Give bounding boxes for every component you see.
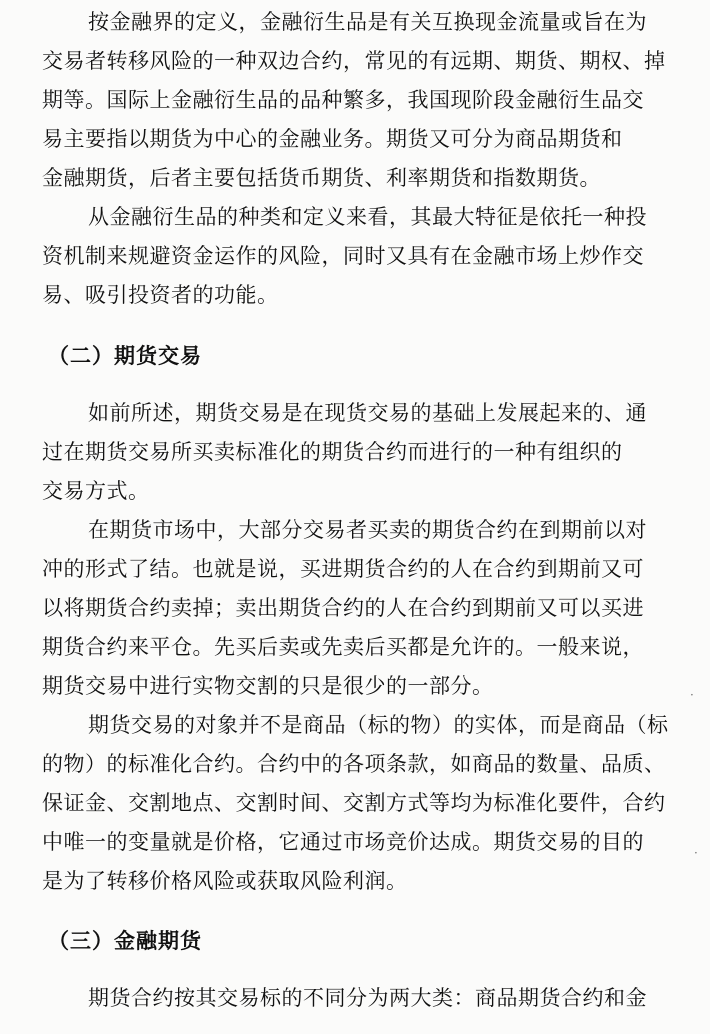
text-line: 是为了转移价格风险或获取风险利润。: [42, 869, 408, 893]
text-line: 如前所述，期货交易是在现货交易的基础上发展起来的、通: [88, 401, 647, 425]
text-line: 易、吸引投资者的功能。: [42, 283, 279, 307]
text-line: 在期货市场中，大部分交易者买卖的期货合约在到期前以对: [88, 518, 647, 542]
scan-speck: ·: [694, 846, 698, 860]
text-line: 交易者转移风险的一种双边合约，常见的有远期、期货、期权、掉: [42, 49, 666, 73]
text-line: 冲的形式了结。也就是说，买进期货合约的人在合约到期前又可: [42, 557, 644, 581]
text-line: 过在期货交易所买卖标准化的期货合约而进行的一种有组织的: [42, 440, 623, 464]
section-heading: （二）期货交易: [48, 343, 202, 368]
text-line: 易主要指以期货为中心的金融业务。期货又可分为商品期货和: [42, 127, 623, 151]
text-line: 金融期货，后者主要包括货币期货、利率期货和指数期货。: [42, 166, 601, 190]
text-line: 交易方式。: [42, 479, 150, 503]
scan-speck: ·: [690, 688, 694, 702]
text-line: 的物）的标准化合约。合约中的各项条款，如商品的数量、品质、: [42, 752, 666, 776]
text-line: 中唯一的变量就是价格，它通过市场竞价达成。期货交易的目的: [42, 830, 644, 854]
text-line: 期货交易的对象并不是商品（标的物）的实体，而是商品（标: [88, 713, 669, 737]
text-line: 期货交易中进行实物交割的只是很少的一部分。: [42, 674, 494, 698]
text-line: 保证金、交割地点、交割时间、交割方式等均为标准化要件，合约: [42, 791, 666, 815]
text-line: 期货合约按其交易标的不同分为两大类：商品期货合约和金: [88, 986, 647, 1010]
text-line: 按金融界的定义，金融衍生品是有关互换现金流量或旨在为: [88, 10, 647, 34]
text-line: 从金融衍生品的种类和定义来看，其最大特征是依托一种投: [88, 205, 647, 229]
text-line: 期等。国际上金融衍生品的品种繁多，我国现阶段金融衍生品交: [42, 88, 644, 112]
text-line: 期货合约来平仓。先买后卖或先卖后买都是允许的。一般来说，: [42, 635, 644, 659]
text-line: 以将期货合约卖掉；卖出期货合约的人在合约到期前又可以买进: [42, 596, 644, 620]
section-heading: （三）金融期货: [48, 928, 202, 953]
text-line: 资机制来规避资金运作的风险，同时又具有在金融市场上炒作交: [42, 244, 644, 268]
